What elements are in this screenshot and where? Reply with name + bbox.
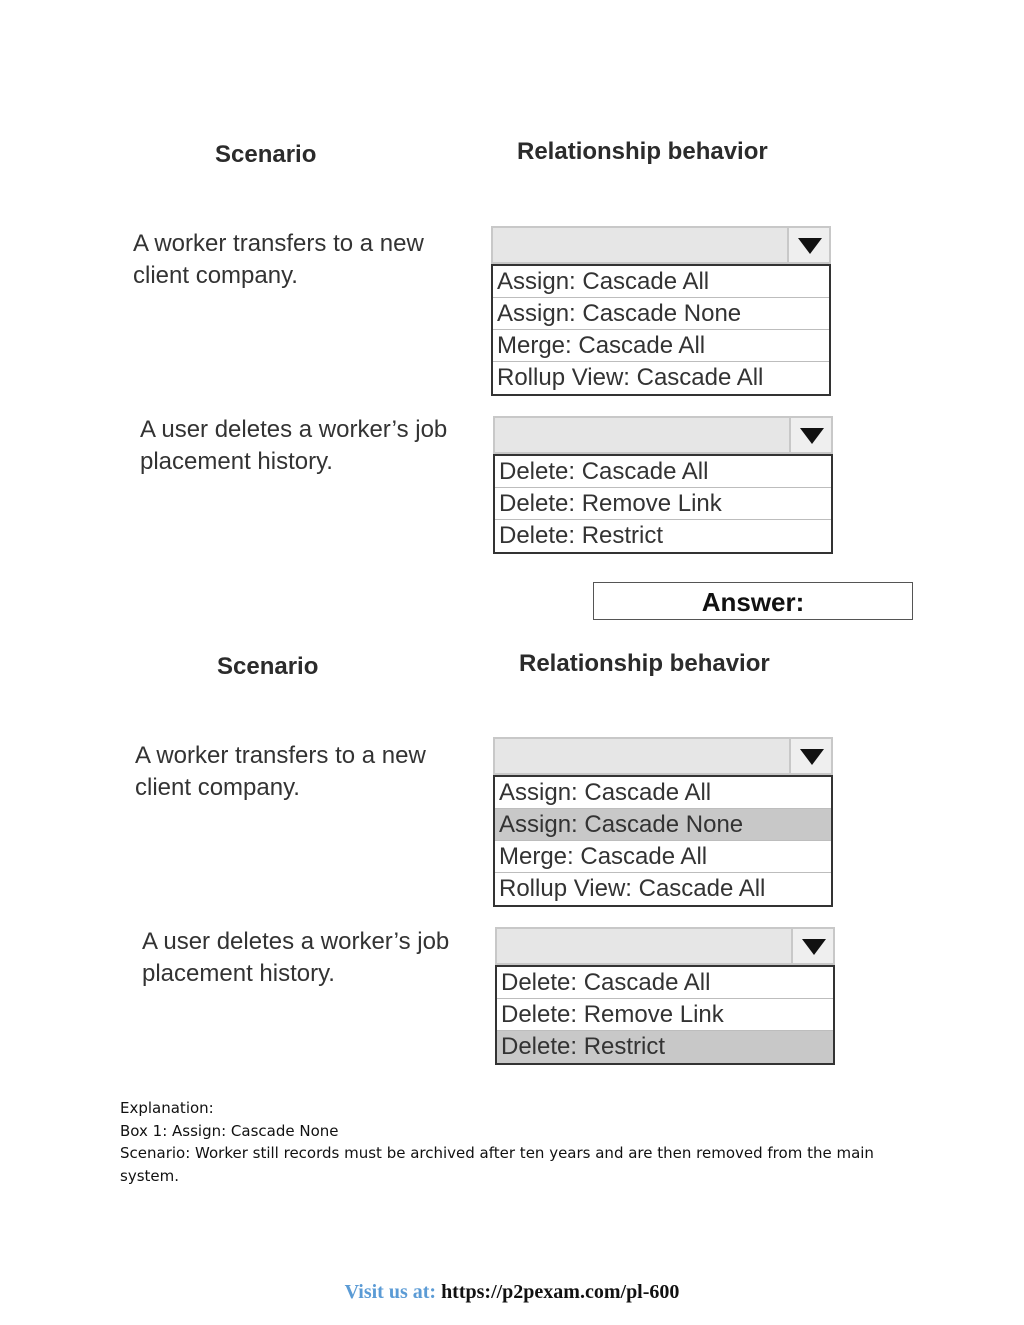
chevron-down-icon[interactable] <box>789 418 831 452</box>
chevron-down-icon[interactable] <box>787 228 829 262</box>
dropdown-option[interactable]: Delete: Restrict <box>499 522 664 549</box>
scenario-header: Scenario <box>215 141 317 168</box>
dropdown-header[interactable] <box>493 737 833 775</box>
dropdown-option[interactable]: Rollup View: Cascade All <box>499 875 766 902</box>
relationship-behavior-header: Relationship behavior <box>519 650 770 677</box>
dropdown-option[interactable]: Assign: Cascade All <box>495 777 831 809</box>
scenario-header: Scenario <box>217 653 319 680</box>
dropdown-option[interactable]: Delete: Remove Link <box>497 999 833 1031</box>
dropdown-option[interactable]: Delete: Cascade All <box>497 967 833 999</box>
dropdown-options <box>495 965 835 1065</box>
dropdown-option[interactable]: Assign: Cascade All <box>493 266 829 298</box>
behavior-dropdown[interactable] <box>493 416 833 554</box>
dropdown-option-selected[interactable]: Assign: Cascade None <box>495 809 831 841</box>
dropdown-option[interactable]: Merge: Cascade All <box>493 330 829 362</box>
scenario-text: A user deletes a worker’s job placement history. <box>142 928 450 987</box>
dropdown-options <box>493 775 833 907</box>
dropdown-option-selected[interactable]: Delete: Restrict <box>497 1031 833 1063</box>
dropdown-header[interactable] <box>495 927 835 965</box>
footer-label: Visit us at: <box>344 1281 442 1303</box>
explanation-heading: Explanation: <box>120 1099 214 1117</box>
dropdown-option[interactable]: Delete: Cascade All <box>495 456 831 488</box>
dropdown-options <box>491 264 831 396</box>
explanation-box1: Box 1: Assign: Cascade None <box>120 1121 339 1140</box>
dropdown-option[interactable]: Assign: Cascade None <box>493 298 829 330</box>
dropdown-header[interactable] <box>493 416 833 454</box>
dropdown-header[interactable] <box>491 226 831 264</box>
footer-link[interactable]: https://p2pexam.com/pl-600 <box>441 1281 680 1303</box>
relationship-behavior-header: Relationship behavior <box>517 138 768 165</box>
explanation-block <box>120 1097 900 1187</box>
scenario-text: A user deletes a worker’s job placement history. <box>140 416 448 475</box>
scenario-text: A worker transfers to a new client company. <box>135 742 426 801</box>
footer <box>0 1281 1024 1304</box>
behavior-dropdown[interactable] <box>491 226 831 396</box>
explanation-scenario: Scenario: Worker still records must be archived after ten years and are then removed from the main system. <box>120 1144 874 1185</box>
behavior-dropdown[interactable] <box>493 737 833 907</box>
chevron-down-icon[interactable] <box>791 929 833 963</box>
dropdown-options <box>493 454 833 554</box>
dropdown-option[interactable]: Delete: Remove Link <box>495 488 831 520</box>
behavior-dropdown[interactable] <box>495 927 835 1065</box>
answer-label: Answer: <box>593 582 913 620</box>
scenario-text: A worker transfers to a new client company. <box>133 230 424 289</box>
dropdown-option[interactable]: Rollup View: Cascade All <box>497 364 764 391</box>
dropdown-option[interactable]: Merge: Cascade All <box>495 841 831 873</box>
chevron-down-icon[interactable] <box>789 739 831 773</box>
